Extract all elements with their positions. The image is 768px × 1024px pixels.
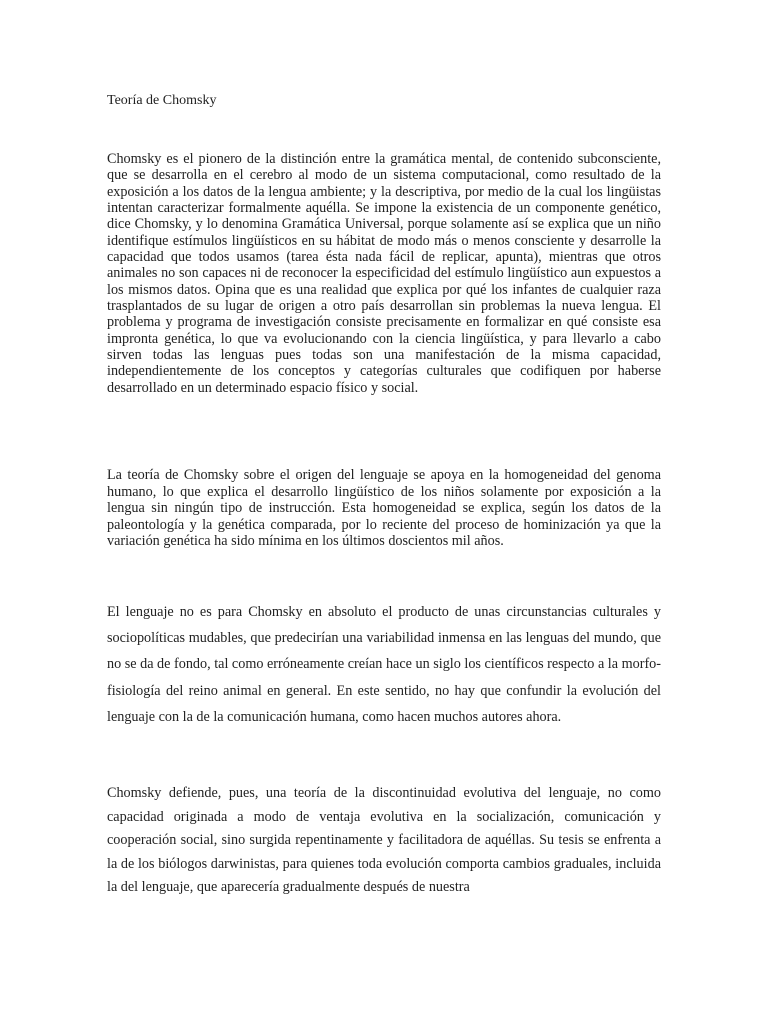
paragraph-2: La teoría de Chomsky sobre el origen del lenguaje se apoya en la homogeneidad del genoma humano, lo que explica el desarrollo lingüístico de los niños solamente por exposición a la lengua sin ningún tipo de instrucción. Esta homogeneidad se explica, según los datos de la paleontología y la genética comparada, por lo reciente del proceso de hominización ya que la variación genética ha sido mínima en los últimos doscientos mil años. xyxy=(107,467,661,550)
document-title: Teoría de Chomsky xyxy=(107,93,217,108)
paragraph-3: El lenguaje no es para Chomsky en absoluto el producto de unas circunstancias culturales y sociopolíticas mudables, que predecirían una variabilidad inmensa en las lenguas del mundo, que no se da de fondo, tal como erróneamente creían hace un siglo los científicos respecto a la morfo-fisiología del reino animal en general. En este sentido, no hay que confundir la evolución del lenguaje con la de la comunicación humana, como hacen muchos autores ahora. xyxy=(107,604,661,725)
paragraph-1: Chomsky es el pionero de la distinción entre la gramática mental, de contenido subconsciente, que se desarrolla en el cerebro al modo de un sistema computacional, como resultado de la exposición a los datos de la lengua ambiente; y la descriptiva, por medio de la cual los lingüistas intentan caracterizar formalmente aquélla. Se impone la existencia de un componente genético, dice Chomsky, y lo denomina Gramática Universal, porque solamente así se explica que un niño identifique estímulos lingüísticos en su hábitat de modo más o menos consciente y desarrolle la capacidad que todos usamos (tarea ésta nada fácil de replicar, apunta), mientras que otros animales no son capaces ni de reconocer la especificidad del estímulo lingüístico aun expuestos a los mismos datos. Opina que es una realidad que explica por qué los infantes de cualquier raza trasplantados de su lugar de origen a otro país desarrollan sin problemas la nueva lengua. El problema y programa de investigación consiste precisamente en formalizar en qué consiste esa impronta genética, lo que va evolucionando con la ciencia lingüística, y para llevarlo a cabo sirven todas las lenguas pues todas son una manifestación de la misma capacidad, independientemente de los conceptos y categorías culturales que codifiquen por haberse desarrollado en un determinado espacio físico y social. xyxy=(107,151,661,396)
paragraph-4: Chomsky defiende, pues, una teoría de la discontinuidad evolutiva del lenguaje, no como capacidad originada a modo de ventaja evolutiva en la socialización, comunicación y cooperación social, sino surgida repentinamente y facilitadora de aquéllas. Su tesis se enfrenta a la de los biólogos darwinistas, para quienes toda evolución comporta cambios graduales, incluida la del lenguaje, que aparecería gradualmente después de nuestra xyxy=(107,785,661,896)
